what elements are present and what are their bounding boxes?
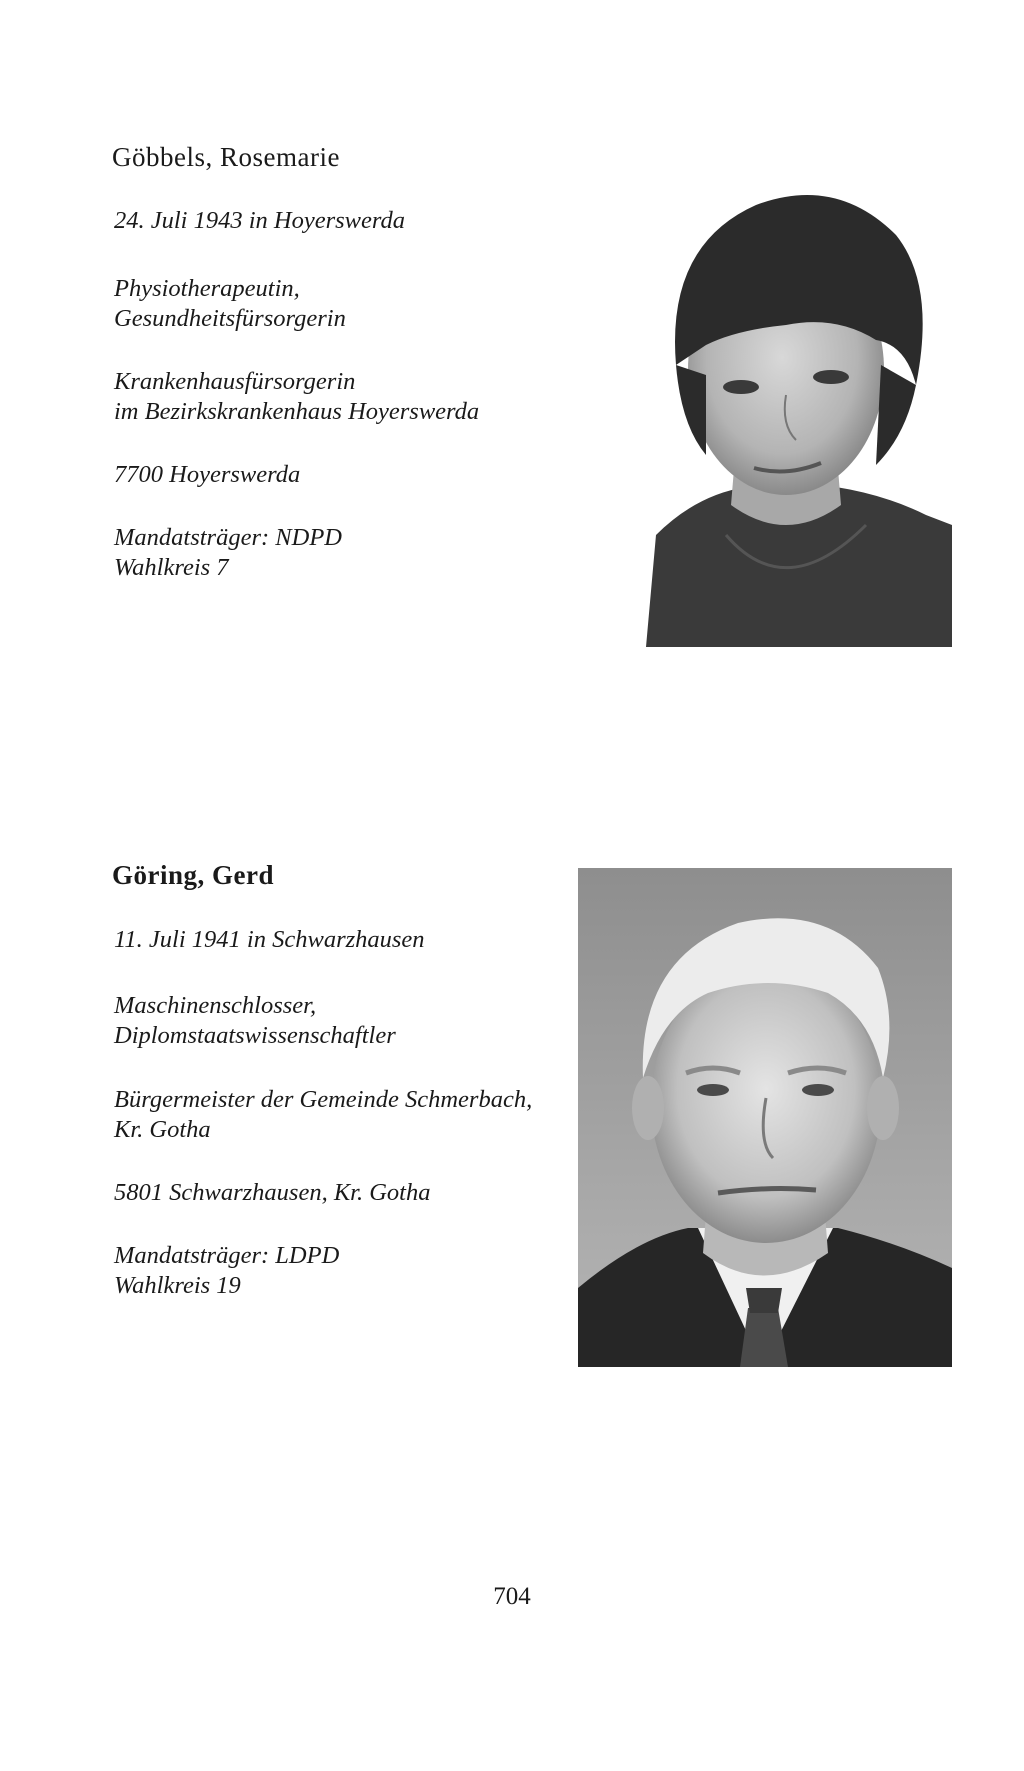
district-line: Wahlkreis 19 <box>114 1272 241 1299</box>
position-block <box>114 1085 532 1145</box>
profession-line: Maschinenschlosser, <box>114 992 317 1019</box>
profession-line: Physiotherapeutin, <box>114 275 300 302</box>
birth-info: 11. Juli 1941 in Schwarzhausen <box>114 926 425 953</box>
party-line: Mandatsträger: NDPD <box>114 524 342 551</box>
page-number: 704 <box>493 1583 531 1610</box>
position-line: im Bezirkskrankenhaus Hoyerswerda <box>114 398 480 425</box>
entry-goering <box>112 860 274 891</box>
profession-block <box>114 991 396 1051</box>
position-line: Bürgermeister der Gemeinde Schmerbach, <box>114 1086 533 1113</box>
mandate-block <box>114 1241 339 1301</box>
address-line: 5801 Schwarzhausen, Kr. Gotha <box>114 1179 431 1206</box>
address-line: 7700 Hoyerswerda <box>114 461 301 488</box>
party-line: Mandatsträger: LDPD <box>114 1242 340 1269</box>
entry-goebbels-details <box>114 206 405 236</box>
position-line: Kr. Gotha <box>114 1116 211 1143</box>
entry-goering-details <box>114 925 425 955</box>
portrait-photo-man <box>578 868 952 1367</box>
address <box>114 1178 430 1208</box>
mandate-block <box>114 523 342 583</box>
position-line: Krankenhausfürsorgerin <box>114 368 356 395</box>
address <box>114 460 300 490</box>
entry-name: Göbbels, Rosemarie <box>112 142 340 172</box>
entry-name: Göring, Gerd <box>112 860 274 890</box>
birth-info: 24. Juli 1943 in Hoyerswerda <box>114 207 406 234</box>
entry-goebbels <box>112 142 340 173</box>
portrait-photo-woman <box>636 165 952 647</box>
position-block <box>114 367 479 427</box>
district-line: Wahlkreis 7 <box>114 554 229 581</box>
profession-line: Diplomstaatswissenschaftler <box>114 1022 396 1049</box>
profession-block <box>114 274 346 334</box>
profession-line: Gesundheitsfürsorgerin <box>114 305 346 332</box>
